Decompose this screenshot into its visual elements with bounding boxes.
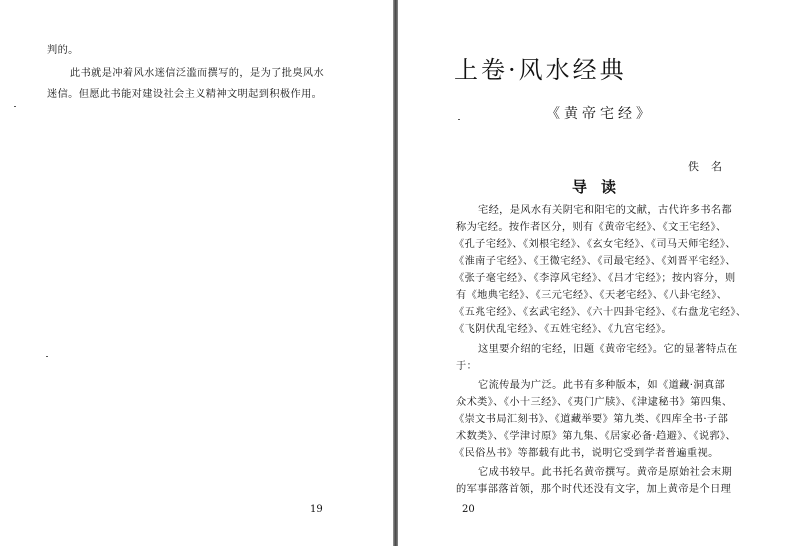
- heading: 导读: [572, 178, 631, 196]
- left-page: [0, 0, 393, 546]
- text-line: 术数类》、《学津讨原》第九集、《居家必备·趋避》、《说郛》、: [456, 431, 737, 442]
- text-line: 宅经，是风水有关阴宅和阳宅的文献，古代许多书名都: [478, 205, 733, 216]
- text-line: 判的。: [47, 45, 79, 56]
- text-line: 称为宅经。按作者区分，则有《黄帝宅经》、《文王宅经》、: [456, 222, 727, 233]
- page-number: 19: [310, 504, 323, 515]
- text-line: 《崇文书局汇刻书》、《道藏举要》第九类、《四库全书·子部: [454, 414, 729, 425]
- text-line: 《五兆宅经》、《玄武宅经》、《六十四卦宅经》、《右盘龙宅经》、: [454, 307, 747, 318]
- scan-speck: [458, 119, 460, 120]
- text-line: 众术类》、《小十三经》、《夷门广牍》、《津逮秘书》第四集、: [456, 397, 733, 408]
- author: 佚名: [688, 160, 734, 173]
- page-number: 20: [462, 504, 475, 515]
- scan-speck: [46, 356, 48, 357]
- text-line: 《张子毫宅经》、《李淳风宅经》、《吕才宅经》；按内容分，则: [454, 273, 736, 284]
- text-line: 《孔子宅经》、《刘根宅经》、《玄女宅经》、《司马天师宅经》、: [454, 239, 736, 250]
- text-line: 它成书较早。此书托名黄帝撰写。黄帝是原始社会末期: [478, 467, 733, 478]
- text-line: 有《地典宅经》、《三元宅经》、《天老宅经》、《八卦宅经》、: [456, 290, 728, 301]
- text-line: 它流传最为广泛。此书有多种版本，如《道藏·洞真部: [478, 380, 726, 391]
- right-page: [398, 0, 792, 546]
- text-line: 迷信。但愿此书能对建设社会主义精神文明起到积极作用。: [47, 89, 323, 100]
- book-title: 《黄帝宅经》: [546, 106, 654, 122]
- scan-speck: [14, 106, 16, 107]
- text-line: 这里要介绍的宅经，旧题《黄帝宅经》。它的显著特点在: [478, 344, 738, 355]
- text-line: 于：: [456, 361, 478, 372]
- text-line: 此书就是冲着风水迷信泛滥而撰写的，是为了批臭风水: [70, 68, 325, 79]
- text-line: 《飞阴伏乱宅经》、《五姓宅经》、《九宫宅经》。: [454, 324, 673, 335]
- text-line: 《淮南子宅经》、《王微宅经》、《司最宅经》、《刘晋平宅经》、: [454, 256, 736, 267]
- text-line: 《民俗丛书》等都载有此书，说明它受到学者普遍重视。: [454, 448, 719, 459]
- text-line: 的军事部落首领，那个时代还没有文字，加上黄帝是个日理: [456, 484, 732, 495]
- section-title: 上卷·风水经典: [454, 56, 627, 84]
